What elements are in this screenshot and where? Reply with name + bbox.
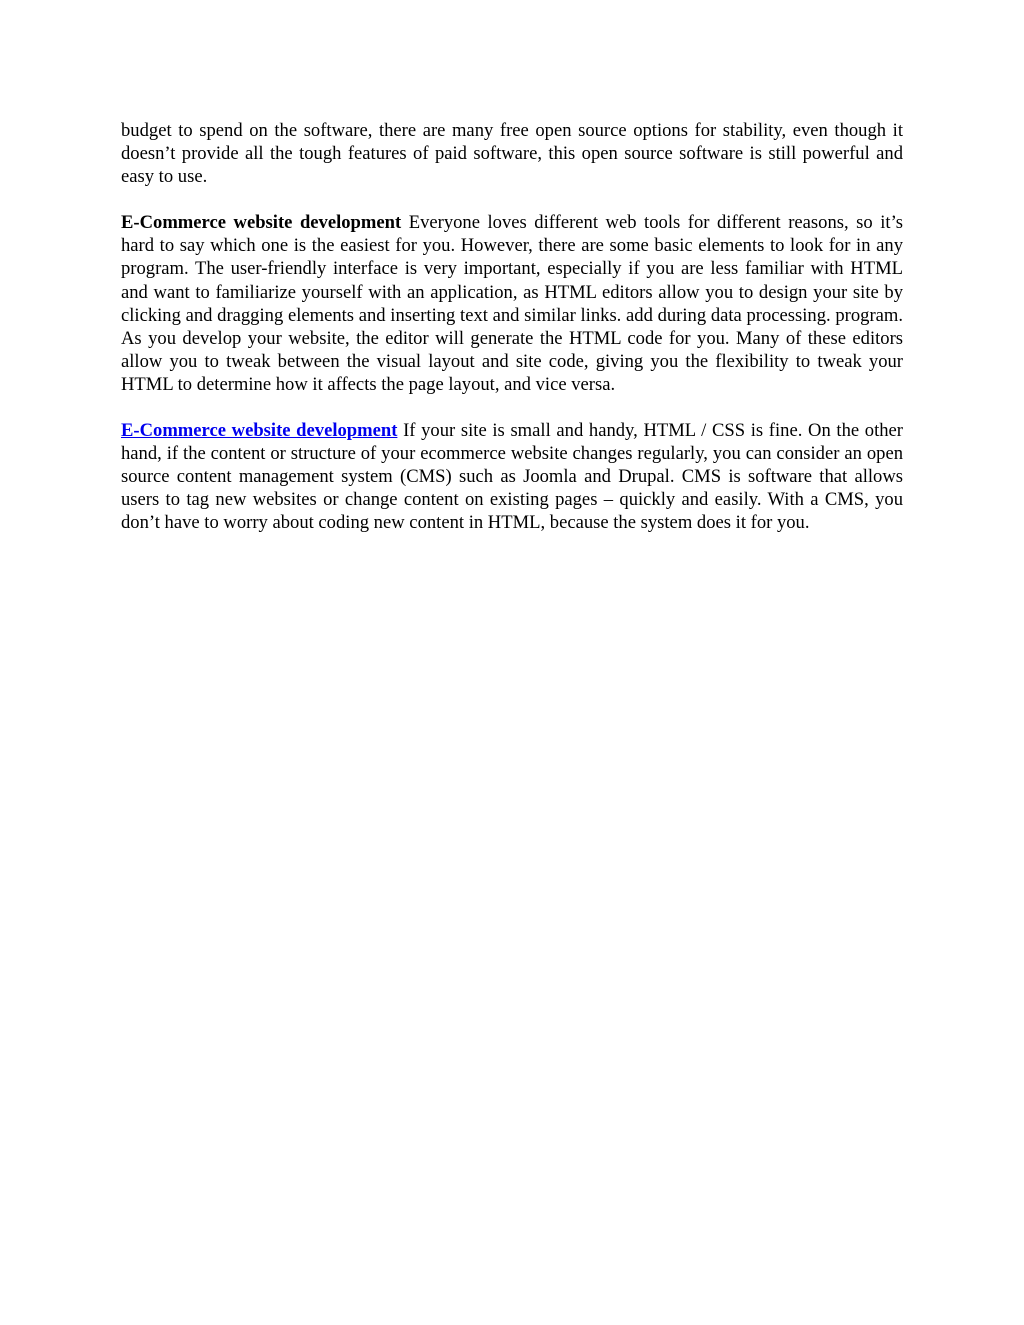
document-page	[121, 119, 903, 558]
paragraph-intro	[121, 119, 903, 188]
paragraph-text: budget to spend on the software, there are many free open source options for stability, even though it doesn’t provide all the tough features of paid software, this open source software is still powerful and easy to use.	[121, 120, 903, 188]
paragraph-cms	[121, 419, 903, 534]
paragraph-text: Everyone loves different web tools for different reasons, so it’s hard to say which one is the easiest for you. However, there are some basic elements to look for in any program. The user-friendly interface is very important, especially if you are less familiar with HTML and want to familiarize yourself with an application, as HTML editors allow you to design your site by clicking and dragging elements and inserting text and similar links. add during data processing. program. As you develop your website, the editor will generate the HTML code for you. Many of these editors allow you to tweak between the visual layout and site code, giving you the flexibility to tweak your HTML to determine how it affects the page layout, and vice versa.	[121, 212, 903, 395]
paragraph-heading: E-Commerce website development	[121, 212, 402, 234]
ecommerce-development-link[interactable]: E-Commerce website development	[121, 420, 398, 442]
paragraph-web-tools	[121, 211, 903, 396]
paragraph-text: If your site is small and handy, HTML / CSS is fine. On the other hand, if the content or structure of your ecommerce website changes regularly, you can consider an open source content management system (CMS) such as Joomla and Drupal. CMS is software that allows users to tag new websites or change content on existing pages – quickly and easily. With a CMS, you don’t have to worry about coding new content in HTML, because the system does it for you.	[121, 420, 904, 534]
